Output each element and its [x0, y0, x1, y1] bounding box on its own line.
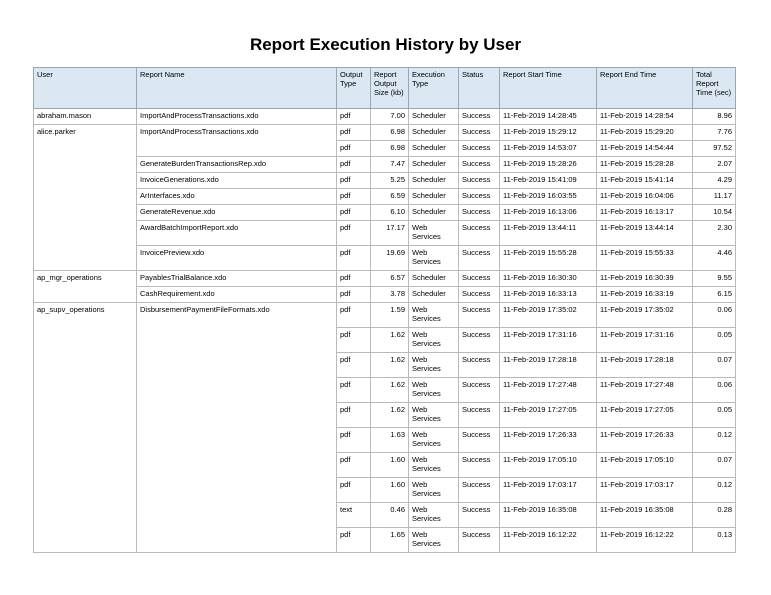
row-output-size: 7.00 — [371, 109, 409, 125]
row-output-size: 6.10 — [371, 205, 409, 221]
row-user: ap_supv_operations — [34, 303, 137, 328]
row-report-name: PayablesTrialBalance.xdo — [137, 271, 337, 287]
row-end-time: 11-Feb-2019 17:28:18 — [597, 353, 693, 378]
row-execution-type: Web Services — [409, 221, 459, 246]
row-report-name — [137, 328, 337, 353]
row-output-type: pdf — [337, 125, 371, 141]
row-output-size: 7.47 — [371, 157, 409, 173]
row-status: Success — [459, 141, 500, 157]
row-status: Success — [459, 271, 500, 287]
row-output-size: 1.62 — [371, 378, 409, 403]
table-row — [34, 205, 736, 221]
row-end-time: 11-Feb-2019 15:41:14 — [597, 173, 693, 189]
row-report-name: InvoiceGenerations.xdo — [137, 173, 337, 189]
row-end-time: 11-Feb-2019 17:35:02 — [597, 303, 693, 328]
row-total-time: 0.07 — [693, 353, 736, 378]
row-end-time: 11-Feb-2019 15:29:20 — [597, 125, 693, 141]
table-row — [34, 303, 736, 328]
header-user: User — [34, 68, 137, 109]
table-row — [34, 503, 736, 528]
row-total-time: 0.05 — [693, 328, 736, 353]
row-output-type: pdf — [337, 246, 371, 271]
row-execution-type: Scheduler — [409, 157, 459, 173]
row-execution-type: Web Services — [409, 478, 459, 503]
row-end-time: 11-Feb-2019 16:30:39 — [597, 271, 693, 287]
row-total-time: 8.96 — [693, 109, 736, 125]
table-row — [34, 453, 736, 478]
table-row — [34, 173, 736, 189]
row-status: Success — [459, 157, 500, 173]
row-execution-type: Scheduler — [409, 173, 459, 189]
row-execution-type: Scheduler — [409, 109, 459, 125]
row-status: Success — [459, 221, 500, 246]
header-output-type: Output Type — [337, 68, 371, 109]
row-end-time: 11-Feb-2019 17:31:16 — [597, 328, 693, 353]
row-user — [34, 478, 137, 503]
row-total-time: 97.52 — [693, 141, 736, 157]
row-output-type: pdf — [337, 453, 371, 478]
header-start-time: Report Start Time — [500, 68, 597, 109]
row-report-name: ImportAndProcessTransactions.xdo — [137, 125, 337, 141]
table-row — [34, 125, 736, 141]
row-output-type: pdf — [337, 221, 371, 246]
row-output-size: 19.69 — [371, 246, 409, 271]
row-output-type: pdf — [337, 271, 371, 287]
table-row — [34, 428, 736, 453]
row-output-size: 3.78 — [371, 287, 409, 303]
row-status: Success — [459, 378, 500, 403]
row-output-size: 6.98 — [371, 125, 409, 141]
row-start-time: 11-Feb-2019 17:26:33 — [500, 428, 597, 453]
row-user — [34, 403, 137, 428]
row-output-size: 1.60 — [371, 478, 409, 503]
header-output-size: Report Output Size (kb) — [371, 68, 409, 109]
table-row — [34, 353, 736, 378]
row-user — [34, 528, 137, 553]
row-end-time: 11-Feb-2019 14:54:44 — [597, 141, 693, 157]
row-total-time: 0.06 — [693, 378, 736, 403]
row-start-time: 11-Feb-2019 15:41:09 — [500, 173, 597, 189]
row-user — [34, 205, 137, 221]
row-user: ap_mgr_operations — [34, 271, 137, 287]
row-execution-type: Web Services — [409, 353, 459, 378]
row-user — [34, 141, 137, 157]
table-row — [34, 287, 736, 303]
table-row — [34, 271, 736, 287]
row-execution-type: Web Services — [409, 453, 459, 478]
row-user — [34, 157, 137, 173]
row-output-size: 6.59 — [371, 189, 409, 205]
row-start-time: 11-Feb-2019 15:55:28 — [500, 246, 597, 271]
row-end-time: 11-Feb-2019 17:27:48 — [597, 378, 693, 403]
row-report-name: ImportAndProcessTransactions.xdo — [137, 109, 337, 125]
row-output-size: 1.60 — [371, 453, 409, 478]
row-end-time: 11-Feb-2019 16:04:06 — [597, 189, 693, 205]
row-user: alice.parker — [34, 125, 137, 141]
row-user — [34, 503, 137, 528]
row-output-type: pdf — [337, 528, 371, 553]
row-execution-type: Web Services — [409, 246, 459, 271]
row-start-time: 11-Feb-2019 15:29:12 — [500, 125, 597, 141]
row-total-time: 0.12 — [693, 428, 736, 453]
row-status: Success — [459, 478, 500, 503]
row-output-size: 6.98 — [371, 141, 409, 157]
row-output-size: 1.63 — [371, 428, 409, 453]
row-status: Success — [459, 246, 500, 271]
table-row — [34, 221, 736, 246]
row-report-name: AwardBatchImportReport.xdo — [137, 221, 337, 246]
row-total-time: 0.05 — [693, 403, 736, 428]
row-output-size: 1.62 — [371, 403, 409, 428]
row-report-name — [137, 503, 337, 528]
table-row — [34, 378, 736, 403]
row-report-name — [137, 353, 337, 378]
row-report-name: InvoicePreview.xdo — [137, 246, 337, 271]
row-output-type: pdf — [337, 478, 371, 503]
row-start-time: 11-Feb-2019 16:35:08 — [500, 503, 597, 528]
table-row — [34, 328, 736, 353]
report-table — [33, 67, 736, 553]
table-row — [34, 109, 736, 125]
row-total-time: 6.15 — [693, 287, 736, 303]
row-start-time: 11-Feb-2019 15:28:26 — [500, 157, 597, 173]
row-report-name — [137, 478, 337, 503]
row-output-type: pdf — [337, 157, 371, 173]
row-start-time: 11-Feb-2019 17:35:02 — [500, 303, 597, 328]
row-start-time: 11-Feb-2019 17:31:16 — [500, 328, 597, 353]
row-total-time: 11.17 — [693, 189, 736, 205]
row-execution-type: Web Services — [409, 328, 459, 353]
row-total-time: 2.07 — [693, 157, 736, 173]
row-end-time: 11-Feb-2019 14:28:54 — [597, 109, 693, 125]
row-start-time: 11-Feb-2019 17:27:05 — [500, 403, 597, 428]
row-end-time: 11-Feb-2019 15:55:33 — [597, 246, 693, 271]
row-total-time: 4.29 — [693, 173, 736, 189]
row-execution-type: Scheduler — [409, 271, 459, 287]
row-start-time: 11-Feb-2019 17:03:17 — [500, 478, 597, 503]
row-execution-type: Scheduler — [409, 189, 459, 205]
row-report-name: ArInterfaces.xdo — [137, 189, 337, 205]
row-status: Success — [459, 328, 500, 353]
row-total-time: 9.55 — [693, 271, 736, 287]
row-report-name — [137, 141, 337, 157]
row-report-name: GenerateBurdenTransactionsRep.xdo — [137, 157, 337, 173]
row-status: Success — [459, 428, 500, 453]
row-end-time: 11-Feb-2019 16:35:08 — [597, 503, 693, 528]
row-total-time: 0.12 — [693, 478, 736, 503]
row-output-size: 1.62 — [371, 353, 409, 378]
row-total-time: 4.46 — [693, 246, 736, 271]
table-row — [34, 141, 736, 157]
row-status: Success — [459, 287, 500, 303]
row-user — [34, 328, 137, 353]
header-status: Status — [459, 68, 500, 109]
row-status: Success — [459, 205, 500, 221]
row-output-size: 6.57 — [371, 271, 409, 287]
row-total-time: 0.06 — [693, 303, 736, 328]
row-end-time: 11-Feb-2019 16:33:19 — [597, 287, 693, 303]
row-report-name: CashRequirement.xdo — [137, 287, 337, 303]
row-start-time: 11-Feb-2019 17:05:10 — [500, 453, 597, 478]
row-start-time: 11-Feb-2019 16:03:55 — [500, 189, 597, 205]
row-status: Success — [459, 109, 500, 125]
row-start-time: 11-Feb-2019 17:28:18 — [500, 353, 597, 378]
row-status: Success — [459, 503, 500, 528]
row-end-time: 11-Feb-2019 17:05:10 — [597, 453, 693, 478]
row-execution-type: Scheduler — [409, 141, 459, 157]
row-user — [34, 287, 137, 303]
row-start-time: 11-Feb-2019 14:53:07 — [500, 141, 597, 157]
header-execution-type: Execution Type — [409, 68, 459, 109]
row-user — [34, 378, 137, 403]
header-row — [34, 68, 736, 109]
row-start-time: 11-Feb-2019 14:28:45 — [500, 109, 597, 125]
row-execution-type: Web Services — [409, 303, 459, 328]
row-execution-type: Web Services — [409, 503, 459, 528]
row-status: Success — [459, 403, 500, 428]
row-output-type: text — [337, 503, 371, 528]
row-output-type: pdf — [337, 303, 371, 328]
row-output-size: 0.46 — [371, 503, 409, 528]
row-execution-type: Web Services — [409, 528, 459, 553]
table-row — [34, 246, 736, 271]
row-output-size: 1.59 — [371, 303, 409, 328]
row-total-time: 2.30 — [693, 221, 736, 246]
row-user — [34, 221, 137, 246]
row-user — [34, 453, 137, 478]
row-report-name — [137, 403, 337, 428]
row-end-time: 11-Feb-2019 16:13:17 — [597, 205, 693, 221]
row-end-time: 11-Feb-2019 13:44:14 — [597, 221, 693, 246]
row-report-name — [137, 428, 337, 453]
row-output-type: pdf — [337, 403, 371, 428]
row-output-type: pdf — [337, 328, 371, 353]
table-row — [34, 157, 736, 173]
table-row — [34, 478, 736, 503]
row-start-time: 11-Feb-2019 17:27:48 — [500, 378, 597, 403]
row-status: Success — [459, 173, 500, 189]
table-row — [34, 403, 736, 428]
row-user — [34, 353, 137, 378]
row-status: Success — [459, 189, 500, 205]
row-end-time: 11-Feb-2019 17:26:33 — [597, 428, 693, 453]
row-execution-type: Scheduler — [409, 205, 459, 221]
row-status: Success — [459, 528, 500, 553]
row-execution-type: Scheduler — [409, 125, 459, 141]
row-end-time: 11-Feb-2019 15:28:28 — [597, 157, 693, 173]
row-start-time: 11-Feb-2019 16:12:22 — [500, 528, 597, 553]
row-start-time: 11-Feb-2019 16:30:30 — [500, 271, 597, 287]
row-output-type: pdf — [337, 378, 371, 403]
row-total-time: 0.28 — [693, 503, 736, 528]
row-output-type: pdf — [337, 205, 371, 221]
row-report-name — [137, 453, 337, 478]
row-execution-type: Web Services — [409, 403, 459, 428]
row-output-type: pdf — [337, 353, 371, 378]
row-status: Success — [459, 353, 500, 378]
row-user — [34, 246, 137, 271]
table-row — [34, 189, 736, 205]
row-output-size: 1.65 — [371, 528, 409, 553]
row-status: Success — [459, 125, 500, 141]
row-user — [34, 428, 137, 453]
row-output-type: pdf — [337, 287, 371, 303]
row-status: Success — [459, 453, 500, 478]
header-total-time: Total Report Time (sec) — [693, 68, 736, 109]
row-report-name: GenerateRevenue.xdo — [137, 205, 337, 221]
row-start-time: 11-Feb-2019 16:33:13 — [500, 287, 597, 303]
header-report-name: Report Name — [137, 68, 337, 109]
row-end-time: 11-Feb-2019 17:27:05 — [597, 403, 693, 428]
row-end-time: 11-Feb-2019 17:03:17 — [597, 478, 693, 503]
row-start-time: 11-Feb-2019 16:13:06 — [500, 205, 597, 221]
row-end-time: 11-Feb-2019 16:12:22 — [597, 528, 693, 553]
row-user — [34, 189, 137, 205]
row-output-size: 1.62 — [371, 328, 409, 353]
row-output-type: pdf — [337, 141, 371, 157]
row-total-time: 0.13 — [693, 528, 736, 553]
row-output-size: 5.25 — [371, 173, 409, 189]
row-total-time: 7.76 — [693, 125, 736, 141]
row-report-name: DisbursementPaymentFileFormats.xdo — [137, 303, 337, 328]
row-output-size: 17.17 — [371, 221, 409, 246]
row-total-time: 0.07 — [693, 453, 736, 478]
row-start-time: 11-Feb-2019 13:44:11 — [500, 221, 597, 246]
row-execution-type: Scheduler — [409, 287, 459, 303]
table-row — [34, 528, 736, 553]
row-status: Success — [459, 303, 500, 328]
row-total-time: 10.54 — [693, 205, 736, 221]
row-output-type: pdf — [337, 173, 371, 189]
header-end-time: Report End Time — [597, 68, 693, 109]
row-report-name — [137, 528, 337, 553]
row-output-type: pdf — [337, 428, 371, 453]
row-report-name — [137, 378, 337, 403]
row-user — [34, 173, 137, 189]
row-output-type: pdf — [337, 109, 371, 125]
report-title: Report Execution History by User — [249, 35, 522, 54]
row-user: abraham.mason — [34, 109, 137, 125]
row-output-type: pdf — [337, 189, 371, 205]
row-execution-type: Web Services — [409, 428, 459, 453]
row-execution-type: Web Services — [409, 378, 459, 403]
